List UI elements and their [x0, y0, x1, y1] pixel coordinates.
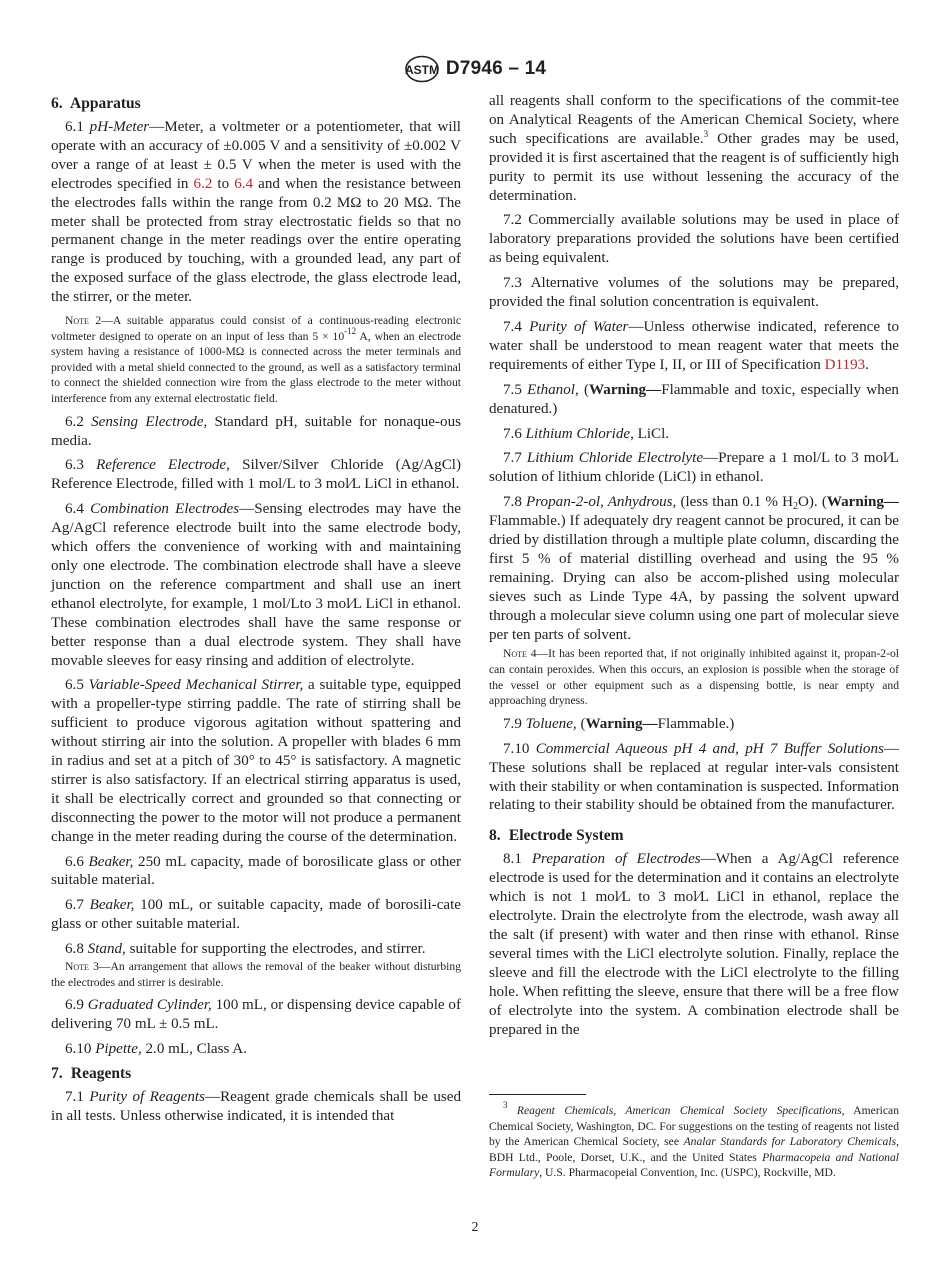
para-7-1-continued: all reagents shall conform to the specifications of the commit-tee on Analytical Reagents of the American Chemical Society, where such specifications are available.$^3$ Other grades may be used, provided it is first ascertained that the reagent is of sufficiently high purity to permit its use without lessening the accuracy of the determination. — [489, 93, 899, 204]
para-7-3: 7.3 Alternative volumes of the solutions may be prepared, provided the final solution concentration is equivalent. — [489, 275, 899, 311]
para-6-10: 6.10 Pipette, 2.0 mL, Class A. — [65, 1041, 247, 1058]
para-6-5: 6.5 Variable-Speed Mechanical Stirrer, a suitable type, equipped with a propeller-type stirring paddle. The rate of stirring shall be sufficient to produce vigorous agitation without spattering and without stirring air into the solution. A propeller with blades 6 mm in radius and set at a pitch of 30° to 45° is satisfactory. A magnetic stirrer is also satisfactory. If an electrical stirring apparatus is used, it shall be electrically correct and grounded so that connecting or disconnecting the power to the motor will not produce a permanent change in the meter reading during the course of the determination. — [51, 677, 461, 845]
para-6-4: 6.4 Combination Electrodes—Sensing electrodes may have the Ag/AgCl reference electrode built into the same electrode body, which offers the convenience of working with and maintaining only one electrode. The combination electrode shall have a sleeve junction on the reference compartment and shall use an inert ethanol electrolyte, for example, 1 mol/Lto 3 mol⁄L LiCl in ethanol. These combination electrodes shall have the same response or better response than a dual electrode system. They shall have movable sleeves for easy rinsing and addition of electrolyte. — [51, 501, 461, 669]
section-heading-apparatus: 6. Apparatus — [51, 95, 141, 112]
para-6-8: 6.8 Stand, suitable for supporting the electrodes, and stirrer. — [65, 941, 426, 958]
document-id: D7946 – 14 — [445, 58, 547, 79]
para-6-7: 6.7 Beaker, 100 mL, or suitable capacity, made of borosili-cate glass or other suitable material. — [51, 897, 461, 933]
para-7-1: 7.1 Purity of Reagents—Reagent grade chemicals shall be used in all tests. Unless otherwise indicated, it is intended that — [51, 1089, 461, 1124]
astm-logo-icon — [404, 55, 440, 83]
para-6-3: 6.3 Reference Electrode, Silver/Silver Chloride (Ag/AgCl) Reference Electrode, filled with 1 mol/L to 3 mol⁄L LiCl in ethanol. — [51, 457, 461, 493]
right-column — [489, 92, 899, 1045]
para-7-10: 7.10 Commercial Aqueous pH 4 and, pH 7 Buffer Solutions—These solutions shall be replaced at regular inter-vals consistent with their stability or when contamination is suspected. Information relating to their stability should be obtained from the manufacturer. — [489, 740, 899, 814]
footnote-3: $^3$ Reagent Chemicals, American Chemical Society Specifications, American Chemical Society, Washington, DC. For suggestions on the testing of reagents not listed by the American Chemical Society, see Analar Standards for Laboratory Chemicals, BDH Ltd., Poole, Dorset, U.K., and the United States Pharmacopeia and National Formulary, U.S. Pharmacopeial Convention, Inc. (USPC), Rockville, MD. — [489, 1100, 899, 1180]
note-3: Note 3—An arrangement that allows the removal of the beaker without disturbing the electrodes and stirrer is desirable. — [51, 960, 461, 989]
section-heading-electrode-system: 8. Electrode System — [489, 827, 624, 845]
link-6-2[interactable]: 6.2 — [193, 175, 213, 192]
para-8-1: 8.1 Preparation of Electrodes—When a Ag/AgCl reference electrode is used for the determination and it contains an electrolyte which is not 1 mol⁄L to 3 mol⁄L LiCl in ethanol, replace the electrolyte. Drain the electrolyte from the electrode, wash away all the salt (if present) with water and then rinse with ethanol. Rinse several times with the LiCl electrolyte solution. Finally, replace the sleeve and fill the electrode with the LiCl electrolyte to the filling hole. When refitting the sleeve, ensure that there will be a free flow of electrolyte into the system. A combination electrode shall be prepared in the — [489, 851, 899, 1038]
section-heading-reagents: 7. Reagents — [51, 1065, 132, 1082]
para-7-2: 7.2 Commercially available solutions may be used in place of laboratory preparations provided the solutions have been certified as being equivalent. — [489, 212, 899, 267]
para-6-1: 6.1 pH-Meter—Meter, a voltmeter or a potentiometer, that will operate with an accuracy of ±0.005 V and a sensitivity of ±0.002 V over a range of at least ± 0.5 V when the meter is used with the electrodes specified in 6.2 to 6.4 and when the resistance between the electrodes falls within the range from 0.2 MΩ to 20 MΩ. The meter shall be protected from stray electrostatic fields so that no permanent change in the meter readings over the entire operating range is produced by touching, with a grounded lead, any part of the exposed surface of the glass electrode, the glass electrode lead, the stirrer, or the meter. — [51, 119, 461, 306]
note-2: Note 2—A suitable apparatus could consist of a continuous-reading electronic voltmeter designed to operate on an input of less than $5 \times 10^{-12}$ A, when an electrode system having a resistance of 1000-MΩ is connected across the meter terminals and provided with a metal shield connected to the ground, as well as a satisfactory terminal to connect the shielded connection wire from the glass electrode to the meter without interference from any external electrostatic field. — [51, 314, 461, 406]
footnote-ref-3[interactable]: 3 — [703, 128, 709, 139]
para-6-6: 6.6 Beaker, 250 mL capacity, made of borosilicate glass or other suitable material. — [51, 853, 461, 889]
note-4: Note 4—It has been reported that, if not originally inhibited against it, propan-2-ol can contain peroxides. When this occurs, an explosion is possible when the storage of the vessel or other equipment such as a dispensing bottle, is near empty and approaching dryness. — [489, 647, 899, 708]
para-7-9: 7.9 Toluene, (Warning—Flammable.) — [503, 715, 735, 732]
para-7-7: 7.7 Lithium Chloride Electrolyte—Prepare a 1 mol/L to 3 mol⁄L solution of lithium chloride (LiCl) in ethanol. — [489, 450, 899, 486]
svg-text:ASTM: ASTM — [404, 63, 439, 77]
para-7-6: 7.6 Lithium Chloride, LiCl. — [503, 425, 670, 442]
page-number: 2 — [471, 1220, 479, 1235]
link-6-4[interactable]: 6.4 — [234, 175, 254, 192]
para-6-9: 6.9 Graduated Cylinder, 100 mL, or dispensing device capable of delivering 70 mL ± 0.5 mL. — [51, 997, 461, 1033]
page-header — [0, 54, 950, 84]
para-6-2: 6.2 Sensing Electrode, Standard pH, suitable for nonaque-ous media. — [51, 413, 461, 449]
para-7-4: 7.4 Purity of Water—Unless otherwise indicated, reference to water shall be understood to mean reagent water that meets the requirements of either Type I, II, or III of Specification D1193. — [489, 318, 900, 373]
left-column — [51, 92, 461, 1132]
link-d1193[interactable]: D1193 — [824, 356, 866, 373]
para-7-5: 7.5 Ethanol, (Warning—Flammable and toxic, especially when denatured.) — [489, 381, 899, 417]
para-7-8: 7.8 Propan-2-ol, Anhydrous, (less than 0.1 % $H_2O$). (Warning—Flammable.) If adequately dry reagent cannot be procured, it can be dried by distillation through a multiple plate column, discarding the first 5 % of material distilling overhead and using the 95 % remaining. Drying can also be accom-plished using molecular sieves such as Linde Type 4A, by passing the solvent upward through a molecular sieve column using one part of molecular sieve per ten parts of solvent. — [489, 494, 899, 643]
footnote-divider — [489, 1094, 586, 1095]
